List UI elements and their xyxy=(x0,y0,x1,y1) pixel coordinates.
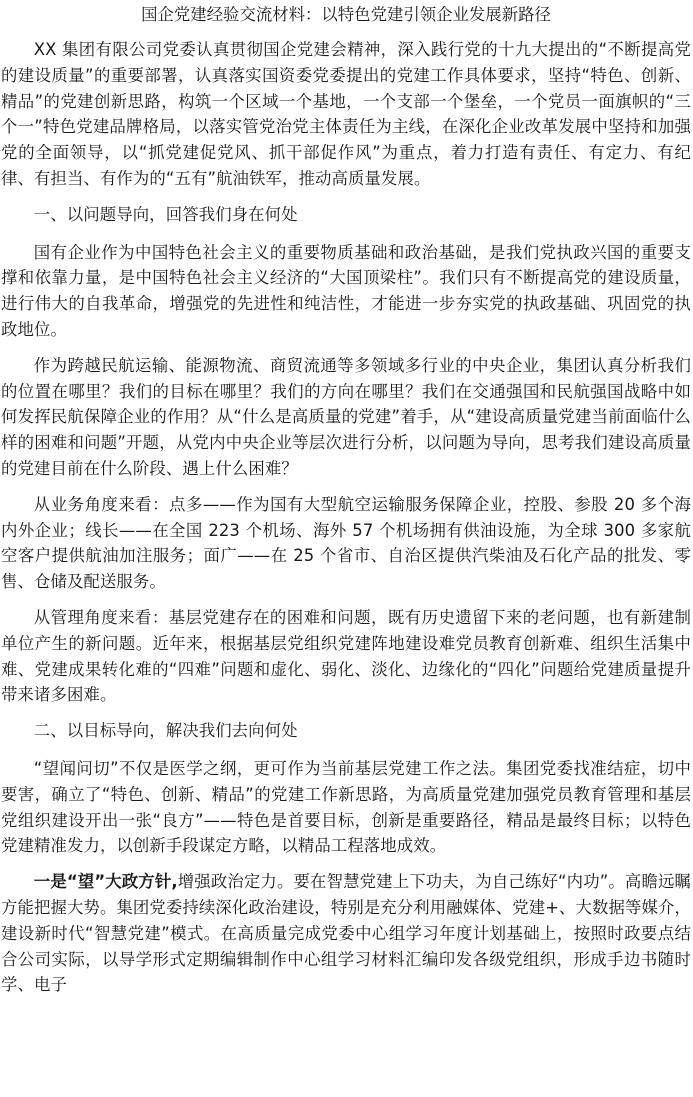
body-paragraph-last xyxy=(1,869,691,998)
body-paragraph: 从业务角度来看：点多——作为国有大型航空运输服务保障企业，控股、参股 20 多个海内外企业；线长——在全国 223 个机场、海外 57 个机场拥有供油设施，为全球 300 多家航空客户提供航油加注服务；面广——在 25 个省市、自治区提供汽柴油及石化产品的批发、零售、仓储及配送服务。 xyxy=(1,494,691,592)
document-title: 国企党建经验交流材料：以特色党建引领企业发展新路径 xyxy=(141,5,551,24)
intro-paragraph: XX 集团有限公司党委认真贯彻国企党建会精神，深入践行党的十九大提出的“不断提高党的建设质量”的重要部署，认真落实国资委党委提出的党建工作具体要求，坚持“特色、创新、精品”的党建创新思路，构筑一个区域一个基地，一个支部一个堡垒，一个党员一面旗帜的“三个一”特色党建品牌格局，以落实管党治党主体责任为主线，在深化企业改革发展中坚持和加强党的全面领导，以“抓党建促党风、抓干部促作风”为重点，着力打造有责任、有定力、有纪律、有担当、有作为的“五有”航油铁军，推动高质量发展。 xyxy=(1,40,691,188)
bold-lead: 一是“望”大政方针, xyxy=(33,872,178,892)
body-paragraph: “望闻问切”不仅是医学之纲，更可作为当前基层党建工作之法。集团党委找准结症，切中要害，确立了“特色、创新、精品”的党建工作新思路，为高质量党建加强党员教育管理和基层党组织建设开出一张“良方”——特色是首要目标，创新是重要路径，精品是最终目标；以特色党建精准发力，以创新手段谋定方略，以精品工程落地成效。 xyxy=(1,758,691,856)
body-paragraph: 从管理角度来看：基层党建存在的困难和问题，既有历史遗留下来的老问题，也有新建制单位产生的新问题。近年来，根据基层党组织党建阵地建设难党员教育创新难、组织生活集中难、党建成果转化难的“四难”问题和虚化、弱化、淡化、边缘化的“四化”问题给党建质量提升带来诸多困难。 xyxy=(1,607,691,705)
section-heading-2: 二、以目标导向，解决我们去向何处 xyxy=(33,721,298,741)
body-paragraph: 国有企业作为中国特色社会主义的重要物质基础和政治基础，是我们党执政兴国的重要支撑和依靠力量，是中国特色社会主义经济的“大国顶梁柱”。我们只有不断提高党的建设质量，进行伟大的自我革命，增强党的先进性和纯洁性，才能进一步夯实党的执政基础、巩固党的执政地位。 xyxy=(1,242,691,339)
body-paragraph: 作为跨越民航运输、能源物流、商贸流通等多领域多行业的中央企业，集团认真分析我们的位置在哪里？我们的目标在哪里？我们的方向在哪里？我们在交通强国和民航强国战略中如何发挥民航保障企业的作用？从“什么是高质量的党建”着手，从“建设高质量党建当前面临什么样的困难和问题”开题，从党内中央企业等层次进行分析，以问题为导向，思考我们建设高质量的党建目前在什么阶段、遇上什么困难？ xyxy=(1,355,691,478)
paragraph-rest: 要在智慧党建上下功夫，为自己练好“内功”。高瞻远瞩方能把握大势。集团党委持续深化政治建设，特别是充分利用融媒体、党建+、大数据等媒介，建设新时代“智慧党建”模式。在高质量完成党委中心组学习年度计划基础上，按照时政要点结合公司实际，以导学形式定期编辑制作中心组学习材料汇编印发各级党组织，形成手边书随时学、电子 xyxy=(1,872,692,995)
section-heading-1: 一、以问题导向，回答我们身在何处 xyxy=(33,204,298,224)
bold-phrase: 增强政治定力。 xyxy=(177,872,294,892)
